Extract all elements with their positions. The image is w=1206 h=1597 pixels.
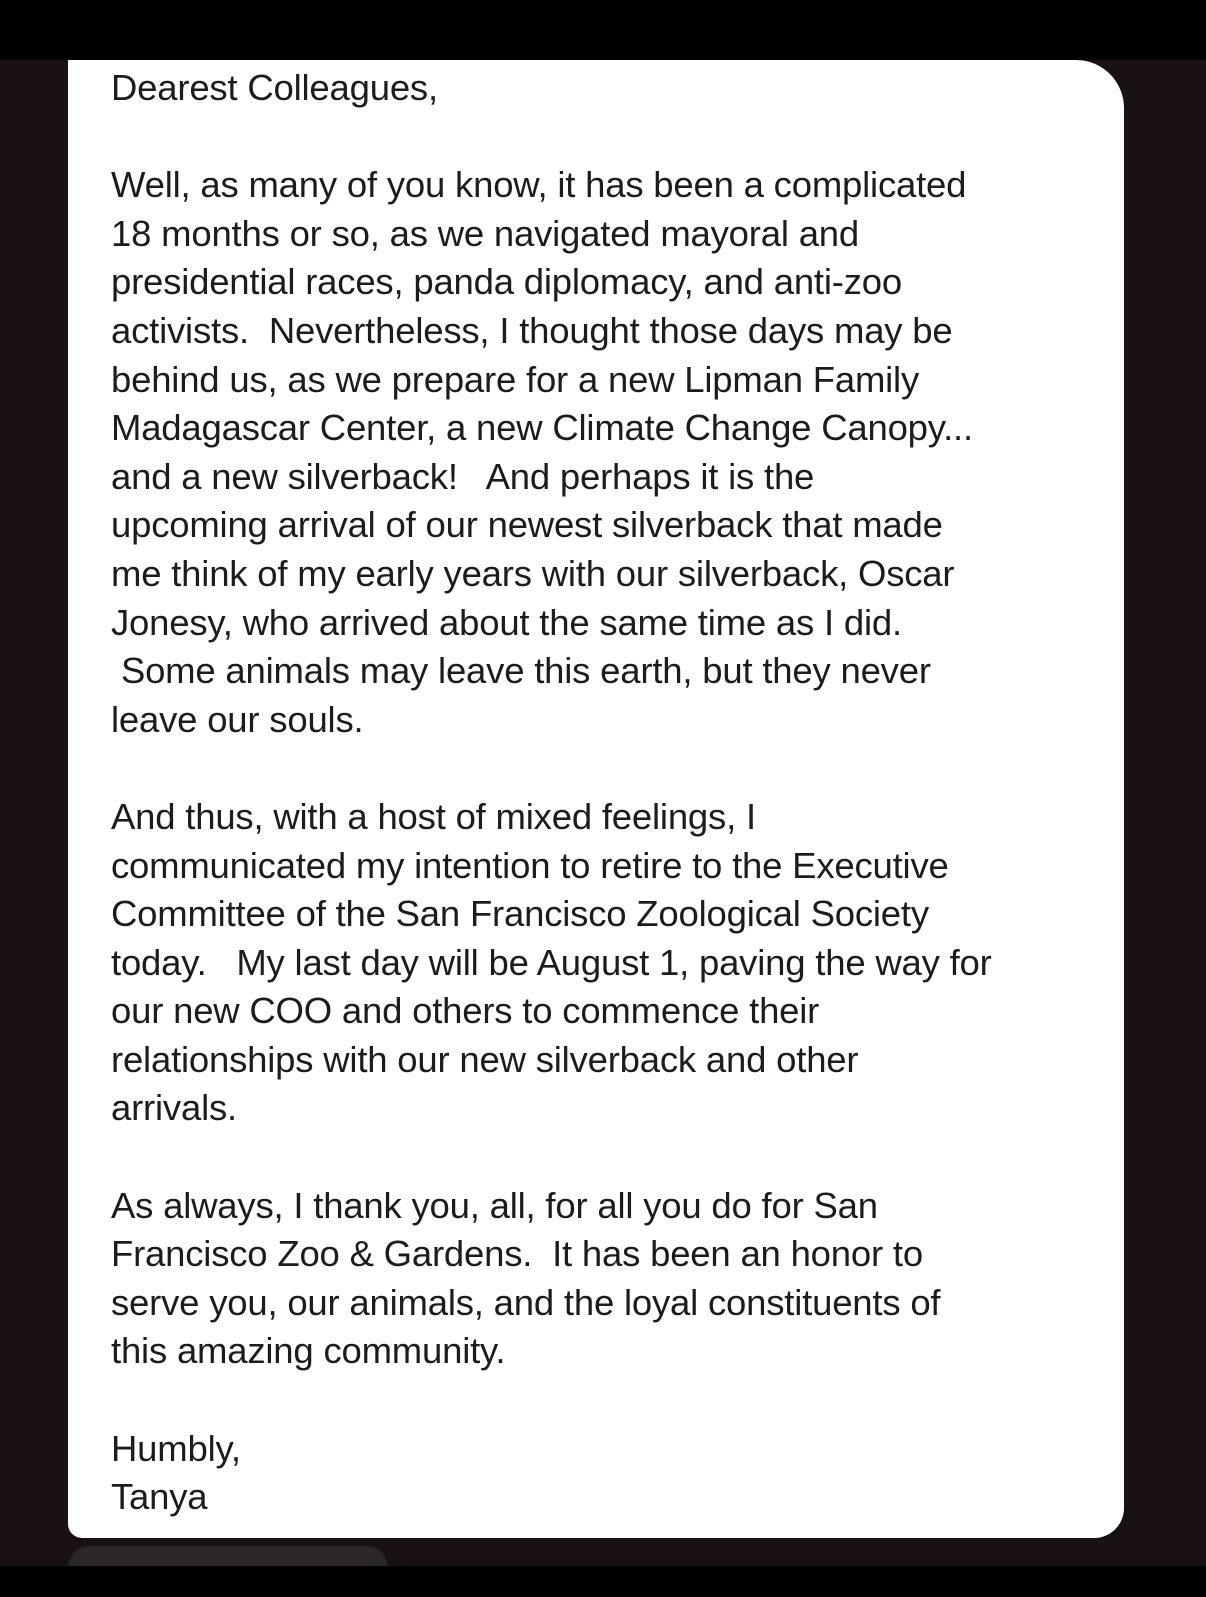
message-line: Committee of the San Francisco Zoological Society xyxy=(111,893,929,935)
message-line: behind us, as we prepare for a new Lipman Family xyxy=(111,358,920,400)
paragraph-2 xyxy=(111,793,1084,1133)
message-line: and a new silverback! And perhaps it is the xyxy=(111,455,815,497)
message-line: Madagascar Center, a new Climate Change Canopy... xyxy=(111,407,973,449)
message-line: relationships with our new silverback and other xyxy=(111,1038,859,1080)
message-line: presidential races, panda diplomacy, and anti-zoo xyxy=(111,261,902,303)
paragraph-gap xyxy=(111,113,1084,162)
closing: Humbly, xyxy=(111,1427,241,1469)
greeting: Dearest Colleagues, xyxy=(111,67,438,108)
message-line: upcoming arrival of our newest silverback that made xyxy=(111,504,943,546)
message-line: serve you, our animals, and the loyal constituents of xyxy=(111,1281,941,1323)
paragraph-gap xyxy=(111,1376,1084,1425)
message-line: communicated my intention to retire to the Executive xyxy=(111,844,949,886)
message-text xyxy=(111,60,1084,1522)
paragraph-gap xyxy=(111,744,1084,793)
message-line: Jonesy, who arrived about the same time as I did. xyxy=(111,601,902,643)
message-line: Francisco Zoo & Gardens. It has been an honor to xyxy=(111,1233,923,1275)
message-line: Some animals may leave this earth, but they never xyxy=(111,650,931,692)
paragraph-gap xyxy=(111,1133,1084,1182)
message-line: As always, I thank you, all, for all you do for San xyxy=(111,1184,878,1226)
message-line: 18 months or so, as we navigated mayoral and xyxy=(111,212,859,254)
message-bubble[interactable] xyxy=(68,60,1124,1538)
bottom-bar xyxy=(0,1566,1206,1597)
top-bar xyxy=(0,0,1206,60)
signature: Tanya xyxy=(111,1476,208,1518)
message-line: our new COO and others to commence their xyxy=(111,990,820,1032)
paragraph-1 xyxy=(111,161,1084,744)
message-line: leave our souls. xyxy=(111,698,364,740)
message-line: today. My last day will be August 1, paving the way for xyxy=(111,941,992,983)
message-line: this amazing community. xyxy=(111,1330,506,1372)
message-line: arrivals. xyxy=(111,1087,237,1129)
paragraph-3 xyxy=(111,1182,1084,1376)
message-line: activists. Nevertheless, I thought those days may be xyxy=(111,309,953,351)
message-line: me think of my early years with our silverback, Oscar xyxy=(111,552,955,594)
message-line: And thus, with a host of mixed feelings, I xyxy=(111,795,756,837)
message-line: Well, as many of you know, it has been a complicated xyxy=(111,164,967,206)
